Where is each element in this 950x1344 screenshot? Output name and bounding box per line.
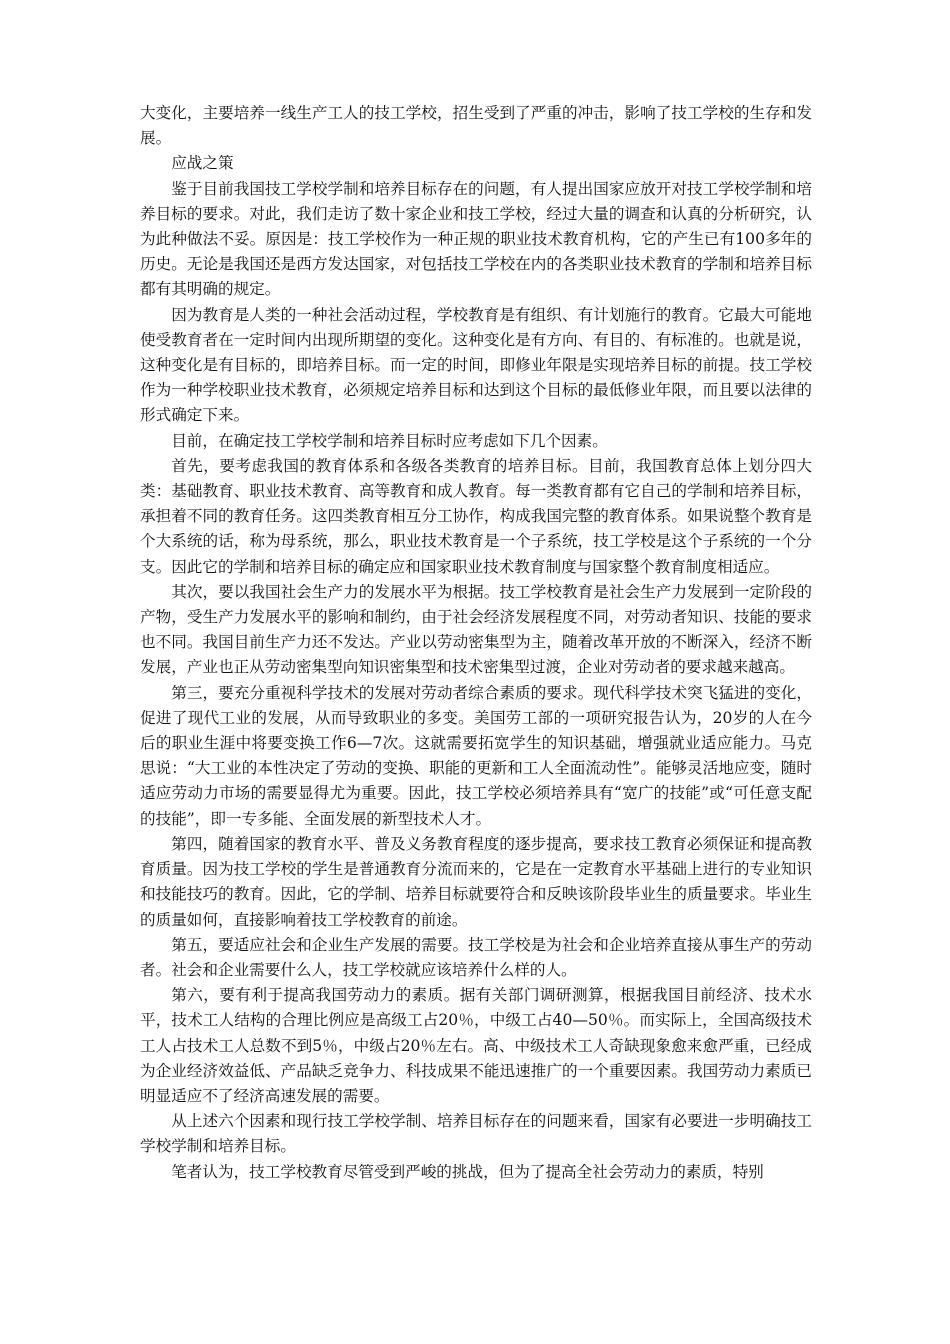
paragraph: 第五，要适应社会和企业生产发展的需要。技工学校是为社会和企业培养直接从事生产的劳动者。社会和企业需要什么人，技工学校就应该培养什么样的人。 xyxy=(140,935,812,979)
paragraph: 因为教育是人类的一种社会活动过程，学校教育是有组织、有计划施行的教育。它最大可能地使受教育者在一定时间内出现所期望的变化。这种变化是有方向、有目的、有标准的。也就是说，这种变化是有目标的，即培养目标。而一定的时间，即修业年限是实现培养目标的前提。技工学校作为一种学校职业技术教育，必须规定培养目标和达到这个目标的最低修业年限，而且要以法律的形式确定下来。 xyxy=(140,305,812,425)
document-body xyxy=(140,101,812,1185)
section-heading: 应战之策 xyxy=(171,154,234,173)
paragraph: 从上述六个因素和现行技工学校学制、培养目标存在的问题来看，国家有必要进一步明确技工学校学制和培养目标。 xyxy=(140,1112,812,1156)
paragraph: 笔者认为，技工学校教育尽管受到严峻的挑战，但为了提高全社会劳动力的素质，特别 xyxy=(171,1162,764,1181)
paragraph: 第六，要有利于提高我国劳动力的素质。据有关部门调研测算，根据我国目前经济、技术水平，技术工人结构的合理比例应是高级工占20％，中级工占40—50％。而实际上，全国高级技术工人占技术工人总数不到5％，中级占20％左右。高、中级技术工人奇缺现象愈来愈严重，已经成为企业经济效益低、产品缺乏竞争力、科技成果不能迅速推广的一个重要因素。我国劳动力素质已明显适应不了经济高速发展的需要。 xyxy=(140,986,812,1105)
paragraph: 其次，要以我国社会生产力的发展水平为根据。技工学校教育是社会生产力发展到一定阶段的产物，受生产力发展水平的影响和制约，由于社会经济发展程度不同，对劳动者知识、技能的要求也不同。我国目前生产力还不发达。产业以劳动密集型为主，随着改革开放的不断深入，经济不断发展，产业也正从劳动密集型向知识密集型和技术密集型过渡，企业对劳动者的要求越来越高。 xyxy=(140,582,812,677)
paragraph: 首先，要考虑我国的教育体系和各级各类教育的培养目标。目前，我国教育总体上划分四大类：基础教育、职业技术教育、高等教育和成人教育。每一类教育都有它自己的学制和培养目标，承担着不同的教育任务。这四类教育相互分工协作，构成我国完整的教育体系。如果说整个教育是个大系统的话，称为母系统，那么，职业技术教育是一个子系统，技工学校是这个子系统的一个分支。因此它的学制和培养目标的确定应和国家职业技术教育制度与国家整个教育制度相适应。 xyxy=(140,456,812,576)
paragraph: 目前，在确定技工学校学制和培养目标时应考虑如下几个因素。 xyxy=(171,431,608,450)
paragraph-continuation: 大变化，主要培养一线生产工人的技工学校，招生受到了严重的冲击，影响了技工学校的生存和发展。 xyxy=(140,104,812,148)
paragraph: 第三，要充分重视科学技术的发展对劳动者综合素质的要求。现代科学技术突飞猛进的变化，促进了现代工业的发展，从而导致职业的多变。美国劳工部的一项研究报告认为，20岁的人在今后的职业生涯中将要变换工作6—7次。这就需要拓宽学生的知识基础，增强就业适应能力。马克思说：“大工业的本性决定了劳动的变换、职能的更新和工人全面流动性”。能够灵活地应变，随时适应劳动力市场的需要显得尤为重要。因此，技工学校必须培养具有“宽广的技能”或“可任意支配的技能”，即一专多能、全面发展的新型技术人才。 xyxy=(140,683,812,828)
paragraph: 第四，随着国家的教育水平、普及义务教育程度的逐步提高，要求技工教育必须保证和提高教育质量。因为技工学校的学生是普通教育分流而来的，它是在一定教育水平基础上进行的专业知识和技能技巧的教育。因此，它的学制、培养目标就要符合和反映该阶段毕业生的质量要求。毕业生的质量如何，直接影响着技工学校教育的前途。 xyxy=(140,834,812,929)
paragraph: 鉴于目前我国技工学校学制和培养目标存在的问题，有人提出国家应放开对技工学校学制和培养目标的要求。对此，我们走访了数十家企业和技工学校，经过大量的调查和认真的分析研究，认为此种做法不妥。原因是：技工学校作为一种正规的职业技术教育机构，它的产生已有100多年的历史。无论是我国还是西方发达国家，对包括技工学校在内的各类职业技术教育的学制和培养目标都有其明确的规定。 xyxy=(140,179,812,299)
